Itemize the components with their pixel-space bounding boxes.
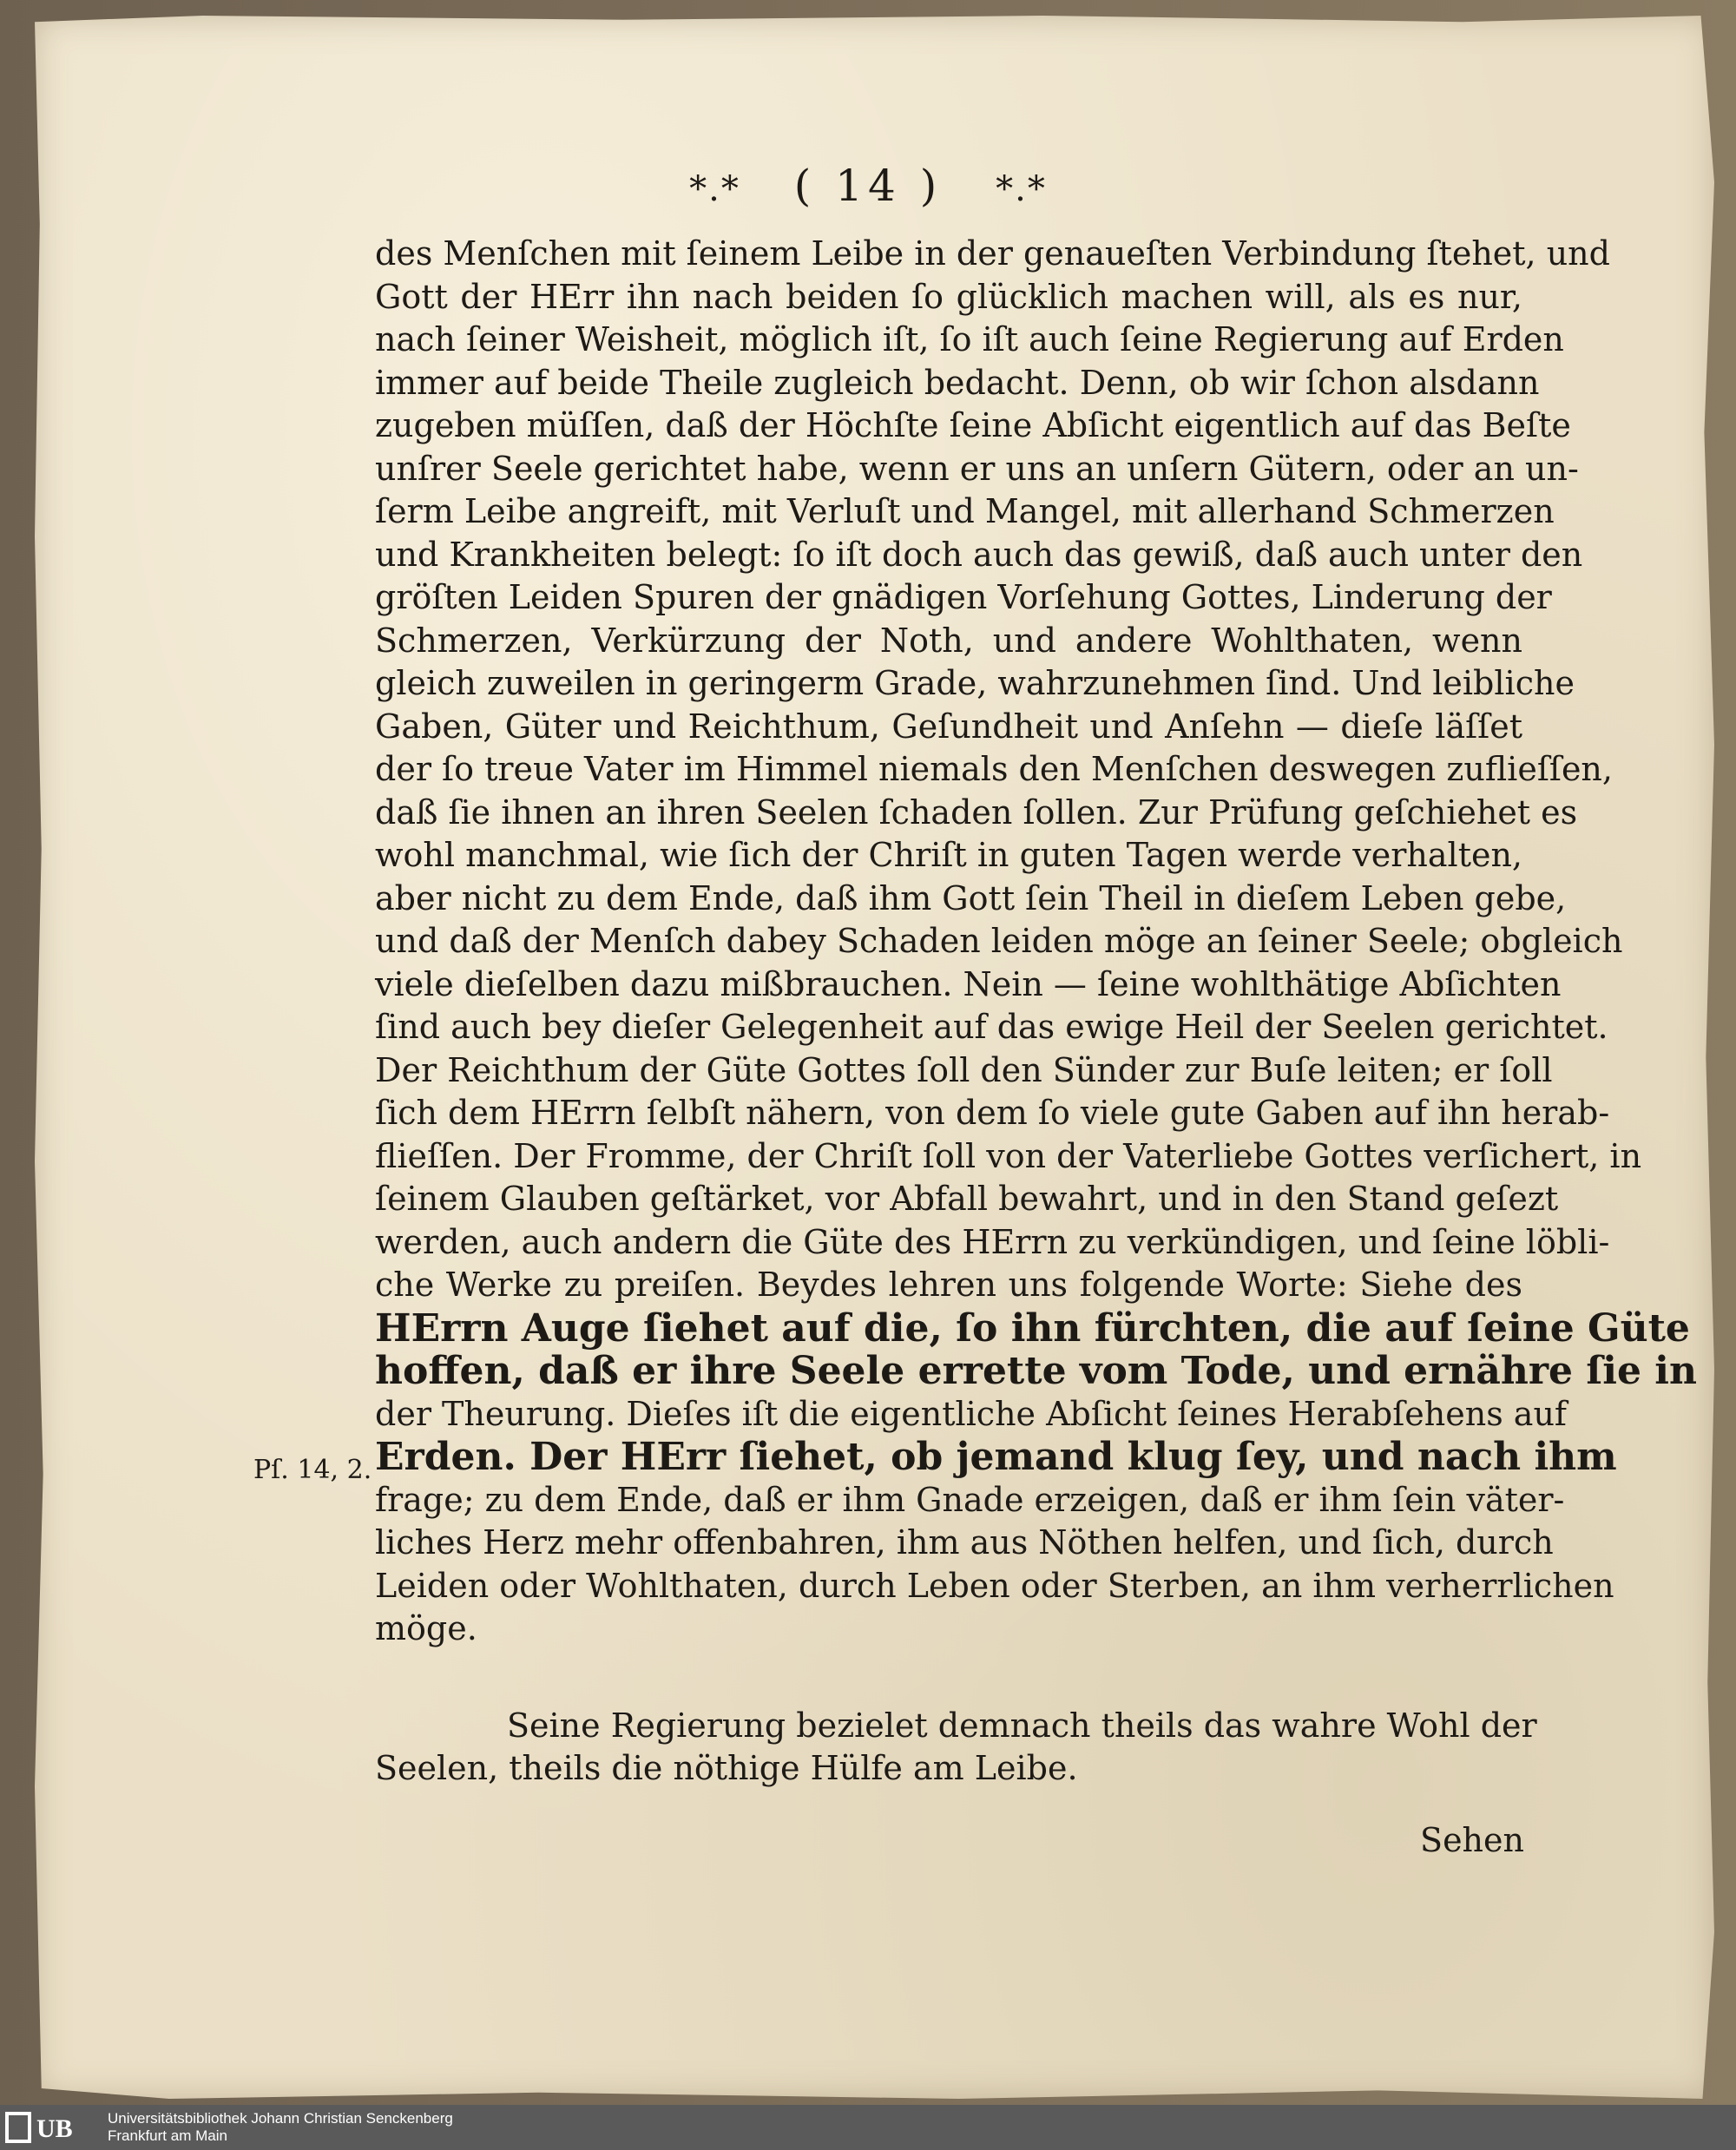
text-line-quote: hoffen, daß er ihre Seele errette vom Tode, und ernähre ſie in [375, 1349, 1698, 1393]
text-line: Gaben, Güter und Reichthum, Geſundheit und Anſehn — dieſe läſſet [375, 707, 1522, 746]
text-line: Der Reichthum der Güte Gottes ſoll den Sünder zur Buſe leiten; er ſoll [375, 1050, 1553, 1089]
text-line-quote: Erden. Der HErr ſiehet, ob jemand klug ſey, und nach ihm [375, 1435, 1617, 1479]
text-line: Seine Regierung bezielet demnach theils das wahre Wohl der [507, 1706, 1537, 1745]
text-line: che Werke zu preiſen. Beydes lehren uns folgende Worte: Siehe des [375, 1266, 1522, 1304]
institution-name [108, 2110, 453, 2145]
institution-line2: Frankfurt am Main [108, 2127, 227, 2144]
text-line: daß ſie ihnen an ihren Seelen ſchaden ſollen. Zur Prüfung geſchiehet es [375, 792, 1578, 832]
text-line: möge. [375, 1609, 477, 1647]
text-line: ſind auch bey dieſer Gelegenheit auf das ewige Heil der Seelen gerichtet. [375, 1008, 1608, 1046]
institution-line1: Universitätsbibliothek Johann Christian Senckenberg [108, 2110, 453, 2127]
text-line: wohl manchmal, wie ſich der Chriſt in guten Tagen werde verhalten, [375, 836, 1522, 874]
svg-text:UB: UB [36, 2114, 73, 2143]
page-header [0, 161, 1736, 211]
text-line: frage; zu dem Ende, daß er ihm Gnade erzeigen, daß er ihm ſein väter- [375, 1480, 1565, 1519]
text-line: der ſo treue Vater im Himmel niemals den Menſchen deswegen zuflieſſen, [375, 750, 1613, 788]
text-line: ſeinem Glauben geſtärket, vor Abfall bewahrt, und in den Stand geſezt [375, 1180, 1559, 1218]
text-line: werden, auch andern die Güte des HErrn zu verkündigen, und ſeine löbli- [375, 1222, 1610, 1261]
library-footer-bar [0, 2105, 1736, 2150]
text-line: aber nicht zu dem Ende, daß ihm Gott ſein Theil in dieſem Leben gebe, [375, 878, 1567, 917]
body-text [375, 233, 1698, 1791]
text-line: unſrer Seele gerichtet habe, wenn er uns an unſern Gütern, oder an un- [375, 449, 1579, 488]
paragraph-gap [375, 1651, 1522, 1705]
text-line: liches Herz mehr offenbahren, ihm aus Nöthen helfen, und ſich, durch [375, 1523, 1554, 1562]
text-line: der Theurung. Dieſes iſt die eigentliche Abſicht ſeines Herabſehens auf [375, 1394, 1567, 1433]
text-line-quote: HErrn Auge ſiehet auf die, ſo ihn fürchten, die auf ſeine Güte [375, 1305, 1690, 1351]
ub-logo [5, 2112, 95, 2143]
text-line: zugeben müſſen, daß der Höchſte ſeine Abſicht eigentlich auf das Beſte [375, 406, 1571, 444]
text-line: Schmerzen, Verkürzung der Noth, und andere Wohlthaten, wenn [375, 621, 1522, 660]
catchword: Sehen [1420, 1821, 1524, 1859]
text-line: Leiden oder Wohlthaten, durch Leben oder Sterben, an ihm verherrlichen [375, 1566, 1614, 1605]
text-line: viele dieſelben dazu mißbrauchen. Nein — ſeine wohlthätige Abſichten [375, 964, 1562, 1003]
text-line: Seelen, theils die nöthige Hülfe am Leibe. [375, 1749, 1078, 1787]
text-line: und daß der Menſch dabey Schaden leiden möge an ſeiner Seele; obgleich [375, 922, 1623, 960]
text-line: ſich dem HErrn ſelbſt nähern, von dem ſo viele gute Gaben auf ihn herab- [375, 1094, 1610, 1132]
text-line: des Menſchen mit ſeinem Leibe in der genaueſten Verbindung ſtehet, und [375, 234, 1610, 273]
text-line: Gott der HErr ihn nach beiden ſo glücklich machen will, als es nur, [375, 277, 1522, 316]
text-line: und Krankheiten belegt: ſo iſt doch auch das gewiß, daß auch unter den [375, 535, 1583, 574]
text-line: gröſten Leiden Spuren der gnädigen Vorſehung Gottes, Linderung der [375, 578, 1552, 616]
text-line: gleich zuweilen in geringerm Grade, wahrzunehmen ſind. Und leibliche [375, 664, 1575, 702]
text-line: nach ſeiner Weisheit, möglich iſt, ſo iſt auch ſeine Regierung auf Erden [375, 320, 1564, 358]
text-line: flieſſen. Der Fromme, der Chriſt ſoll von der Vaterliebe Gottes verſichert, in [375, 1136, 1642, 1175]
page-number: ( 14 ) [793, 161, 943, 211]
text-line: ſerm Leibe angreift, mit Verluſt und Mangel, mit allerhand Schmerzen [375, 492, 1555, 530]
text-line: immer auf beide Theile zugleich bedacht. Denn, ob wir ſchon alsdann [375, 363, 1540, 402]
ornament-stars-right: *.* [996, 169, 1047, 209]
ornament-stars-left: *.* [689, 169, 740, 209]
margin-note: Pſ. 14, 2. [253, 1455, 372, 1485]
